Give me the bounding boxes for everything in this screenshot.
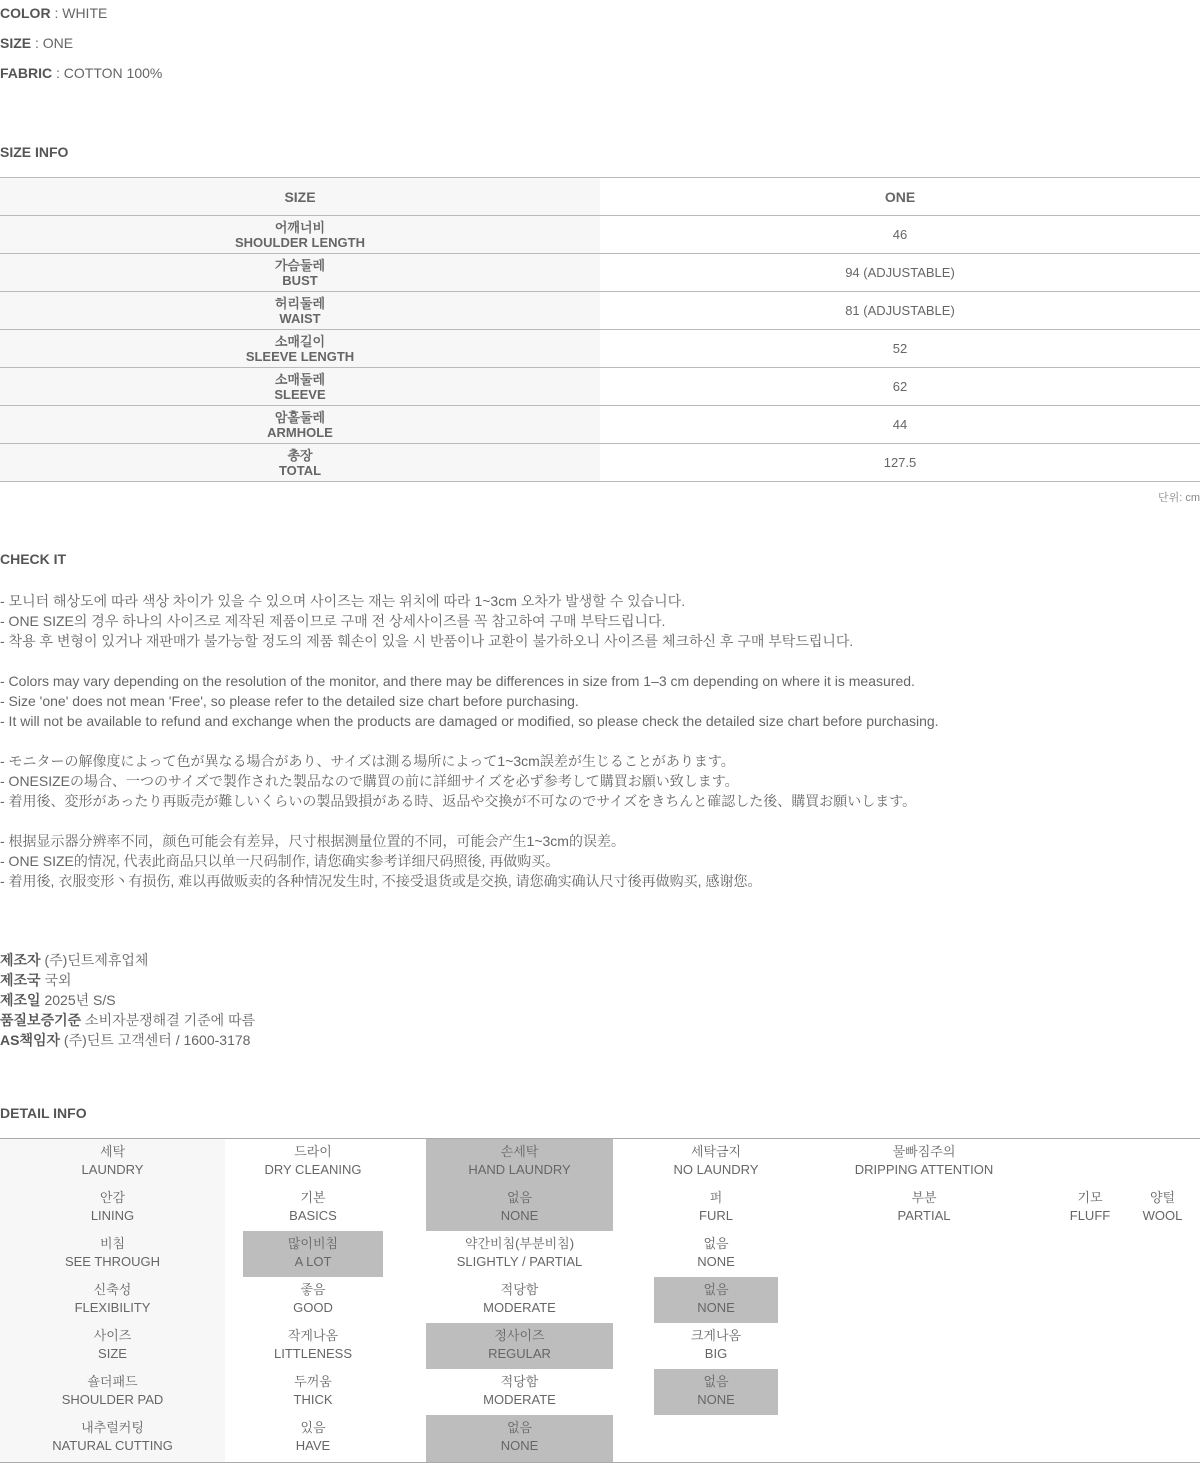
size-row-label: 가슴둘레 BUST [0, 254, 600, 292]
maker-info [0, 950, 255, 1050]
detail-option-flex-none: 없음 NONE [654, 1277, 778, 1323]
note-line: - モニターの解像度によって色が異なる場合があり、サイズは測る場所によって1~3cm誤差が生じることがあります。 [0, 753, 735, 769]
size-row-value: 94 (ADJUSTABLE) [600, 254, 1200, 292]
detail-option-regular: 정사이즈 REGULAR [426, 1323, 613, 1369]
size-unit-note: 단위: cm [1157, 492, 1200, 504]
notes-group-zh [0, 831, 939, 891]
attr-color: COLOR : WHITE [0, 5, 108, 21]
detail-option-good: 좋음 GOOD [293, 1282, 333, 1315]
detail-label-size: 사이즈 SIZE [93, 1328, 132, 1361]
note-line: - ONE SIZE的情况, 代表此商品只以单一尺码制作, 请您确实参考详细尺码照後, 再做购买。 [0, 853, 560, 869]
size-row-value: 52 [600, 330, 1200, 368]
detail-option-thick: 두꺼움 THICK [293, 1374, 333, 1407]
maker-row: 제조자 (주)딘트제휴업체 [0, 952, 149, 968]
detail-option-slightly-partial: 약간비침(부분비침) SLIGHTLY / PARTIAL [456, 1236, 583, 1269]
check-it-heading: CHECK IT [0, 551, 67, 567]
detail-info-heading: DETAIL INFO [0, 1105, 87, 1121]
detail-option-basics: 기본 BASICS [289, 1190, 337, 1223]
notes-group-en [0, 671, 939, 731]
size-row-value: 44 [600, 406, 1200, 444]
size-row-label: 총장 TOTAL [0, 444, 600, 482]
detail-option-hand-laundry: 손세탁 HAND LAUNDRY [426, 1139, 613, 1185]
note-line: - 着用後, 衣服变形丶有损伤, 难以再做贩卖的各种情况发生时, 不接受退货或是交换, 请您确实确认尺寸後再做购买, 感谢您。 [0, 873, 762, 889]
detail-option-fluff: 기모 FLUFF [1069, 1190, 1111, 1223]
size-row-label: 소매둘레 SLEEVE [0, 368, 600, 406]
note-line: - It will not be available to refund and exchange when the products are damaged or modified, so please check the detailed size chart before purchasing. [0, 713, 939, 729]
detail-option-littleness: 작게나옴 LITTLENESS [273, 1328, 353, 1361]
detail-label-flexibility: 신축성 FLEXIBILITY [74, 1282, 151, 1315]
size-table-header [0, 178, 1200, 216]
detail-option-lining-none: 없음 NONE [426, 1185, 613, 1231]
maker-row: AS책임자 (주)딘트 고객센터 / 1600-3178 [0, 1032, 251, 1048]
detail-info-grid [0, 1138, 1200, 1463]
detail-option-dripping-attention: 물빠짐주의 DRIPPING ATTENTION [854, 1144, 994, 1177]
note-line: - 착용 후 변형이 있거나 재판매가 불가능할 정도의 제품 훼손이 있을 시 반품이나 교환이 불가하오니 사이즈를 체크하신 후 구매 부탁드립니다. [0, 633, 854, 649]
size-row-label: 소매길이 SLEEVE LENGTH [0, 330, 600, 368]
attr-fabric: FABRIC : COTTON 100% [0, 65, 163, 81]
note-line: - ONE SIZE의 경우 하나의 사이즈로 제작된 제품이므로 구매 전 상세사이즈를 꼭 참고하여 구매 부탁드립니다. [0, 613, 666, 629]
detail-option-no-laundry: 세탁금지 NO LAUNDRY [673, 1144, 759, 1177]
detail-label-see-through: 비침 SEE THROUGH [64, 1236, 161, 1269]
note-line: - 모니터 해상도에 따라 색상 차이가 있을 수 있으며 사이즈는 재는 위치에 따라 1~3cm 오차가 발생할 수 있습니다. [0, 593, 686, 609]
size-row-value: 127.5 [600, 444, 1200, 482]
note-line: - Colors may vary depending on the resolution of the monitor, and there may be differences in size from 1–3 cm depending on where it is measured. [0, 673, 915, 689]
detail-label-natural-cutting: 내추럴커팅 NATURAL CUTTING [52, 1420, 173, 1453]
size-table-row [0, 216, 1200, 254]
note-line: - ONESIZEの場合、一つのサイズで製作された製品なので購買の前に詳細サイズを必ず参考して購買お願い致します。 [0, 773, 739, 789]
note-line: - 着用後、変形があったり再販売が難しいくらいの製品毀損がある時、返品や交換が不可なのでサイズをきちんと確認した後、購買お願いします。 [0, 793, 917, 809]
size-row-value: 62 [600, 368, 1200, 406]
detail-option-partial: 부분 PARTIAL [897, 1190, 951, 1223]
detail-option-see-through-none: 없음 NONE [697, 1236, 735, 1269]
notes-group-ja [0, 751, 939, 811]
size-table-row [0, 368, 1200, 406]
size-table-row [0, 406, 1200, 444]
detail-option-big: 크게나옴 BIG [690, 1328, 742, 1361]
size-table [0, 177, 1200, 482]
size-row-label: 어깨너비 SHOULDER LENGTH [0, 216, 600, 254]
size-table-row [0, 444, 1200, 482]
detail-option-wool: 양털 WOOL [1142, 1190, 1183, 1223]
detail-option-pad-moderate: 적당함 MODERATE [483, 1374, 556, 1407]
maker-row: 제조국 국외 [0, 972, 72, 988]
size-row-label: 암홀둘레 ARMHOLE [0, 406, 600, 444]
detail-option-have: 있음 HAVE [295, 1420, 331, 1453]
size-table-row [0, 292, 1200, 330]
maker-row: 제조일 2025년 S/S [0, 992, 116, 1008]
detail-label-shoulder-pad: 숄더패드 SHOULDER PAD [61, 1374, 164, 1407]
attr-size: SIZE : ONE [0, 35, 74, 51]
detail-option-cutting-none: 없음 NONE [426, 1415, 613, 1462]
detail-option-dry-cleaning: 드라이 DRY CLEANING [264, 1144, 362, 1177]
note-line: - Size 'one' does not mean 'Free', so please refer to the detailed size chart before purchasing. [0, 693, 579, 709]
size-row-value: 81 (ADJUSTABLE) [600, 292, 1200, 330]
note-line: - 根据显示器分辨率不同，颜色可能会有差异，尺寸根据测量位置的不同，可能会产生1~3cm的误差。 [0, 833, 625, 849]
notes-group-ko [0, 591, 939, 651]
check-it-notes [0, 591, 939, 891]
detail-option-furl: 퍼 FURL [699, 1190, 733, 1223]
size-row-label: 허리둘레 WAIST [0, 292, 600, 330]
detail-option-flex-moderate: 적당함 MODERATE [483, 1282, 556, 1315]
detail-label-laundry: 세탁 LAUNDRY [81, 1144, 144, 1177]
size-row-value: 46 [600, 216, 1200, 254]
size-header-col1: SIZE [0, 178, 600, 216]
size-table-row [0, 330, 1200, 368]
size-table-row [0, 254, 1200, 292]
detail-label-lining: 안감 LINING [90, 1190, 135, 1223]
size-header-col2: ONE [600, 178, 1200, 216]
detail-option-pad-none: 없음 NONE [654, 1369, 778, 1415]
size-info-heading: SIZE INFO [0, 144, 69, 160]
maker-row: 품질보증기준 소비자분쟁해결 기준에 따름 [0, 1012, 256, 1028]
detail-option-a-lot: 많이비침 A LOT [243, 1231, 383, 1277]
